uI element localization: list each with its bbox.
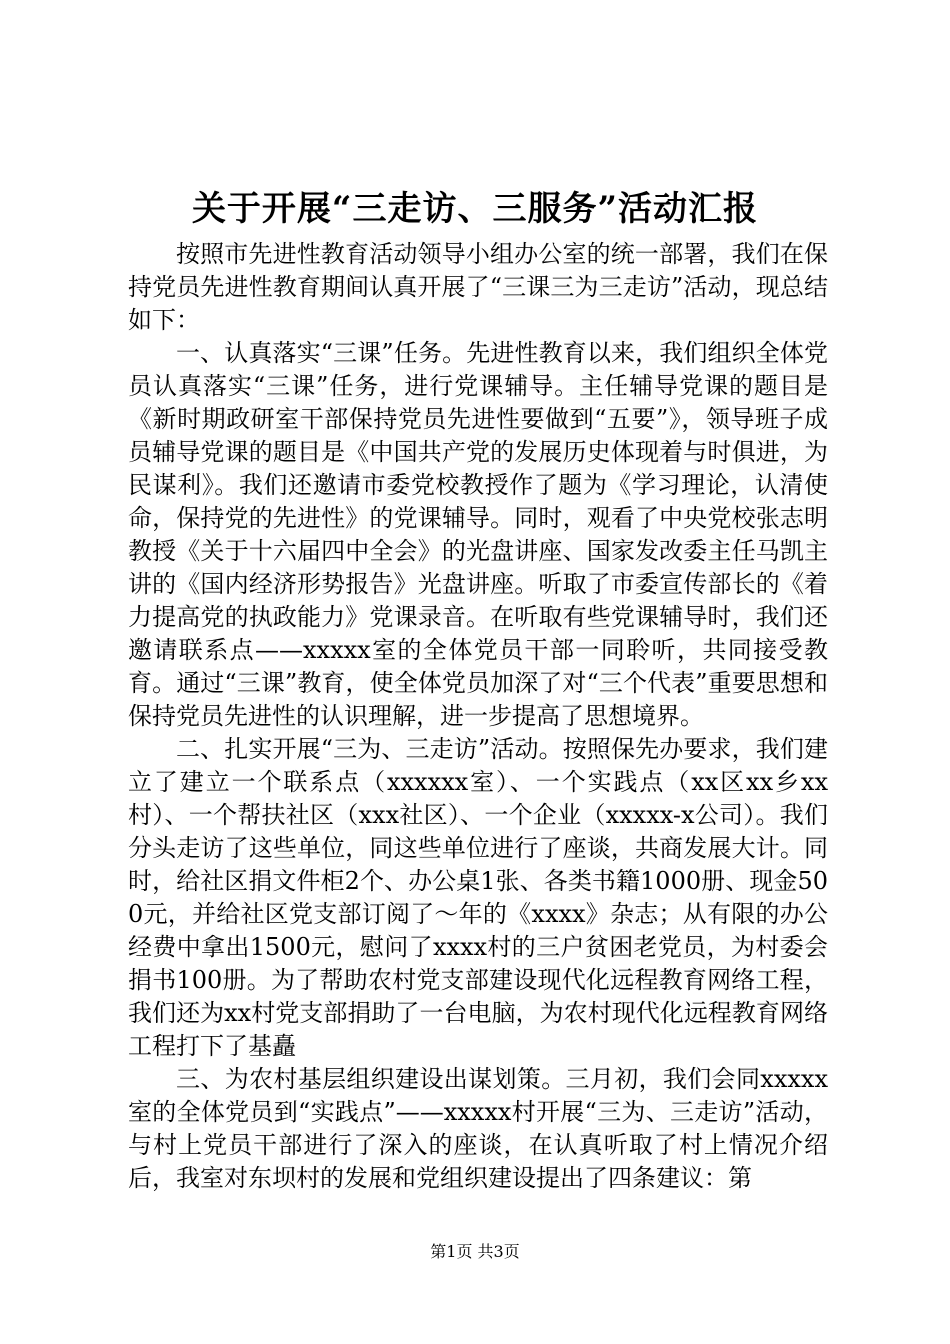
document-title: 关于开展“三走访、三服务”活动汇报 [191, 189, 759, 229]
document-body [128, 238, 828, 1195]
paragraph-section-3: 三、为农村基层组织建设出谋划策。三月初，我们会同xxxxx室的全体党员到“实践点”——xxxxx村开展“三为、三走访”活动，与村上党员干部进行了深入的座谈，在认真听取了村上情况介绍后，我室对东坝村的发展和党组织建设提出了四条建议：第 [128, 1065, 828, 1192]
paragraph-section-2: 二、扎实开展“三为、三走访”活动。按照保先办要求，我们建立了建立一个联系点（xxxxxx室）、一个实践点（xx区xx乡xx村）、一个帮扶社区（xxx社区）、一个企业（xxxxx-x公司）。我们分头走访了这些单位，同这些单位进行了座谈，共商发展大计。同时，给社区捐文件柜2个、办公桌1张、各类书籍1000册、现金500元，并给社区党支部订阅了～年的《xxxx》杂志；从有限的办公经费中拿出1500元，慰问了xxxx村的三户贫困老党员，为村委会捐书100册。为了帮助农村党支部建设现代化远程教育网络工程，我们还为xx村党支部捐助了一台电脑，为农村现代化远程教育网络工程打下了基矗 [128, 735, 828, 1060]
paragraph-intro: 按照市先进性教育活动领导小组办公室的统一部署，我们在保持党员先进性教育期间认真开展了“三课三为三走访”活动，现总结如下： [128, 240, 828, 334]
paragraph-section-1: 一、认真落实“三课”任务。先进性教育以来，我们组织全体党员认真落实“三课”任务，进行党课辅导。主任辅导党课的题目是《新时期政研室干部保持党员先进性要做到“五要”》，领导班子成员辅导党课的题目是《中国共产党的发展历史体现着与时俱进，为民谋利》。我们还邀请市委党校教授作了题为《学习理论，认清使命，保持党的先进性》的党课辅导。同时，观看了中央党校张志明教授《关于十六届四中全会》的光盘讲座、国家发改委主任马凯主讲的《国内经济形势报告》光盘讲座。听取了市委宣传部长的《着力提高党的执政能力》党课录音。在听取有些党课辅导时，我们还邀请联系点——xxxxx室的全体党员干部一同聆听，共同接受教育。通过“三课”教育，使全体党员加深了对“三个代表”重要思想和保持党员先进性的认识理解，进一步提高了思想境界。 [128, 339, 828, 730]
page-footer: 第1页 共3页 [430, 1242, 520, 1261]
